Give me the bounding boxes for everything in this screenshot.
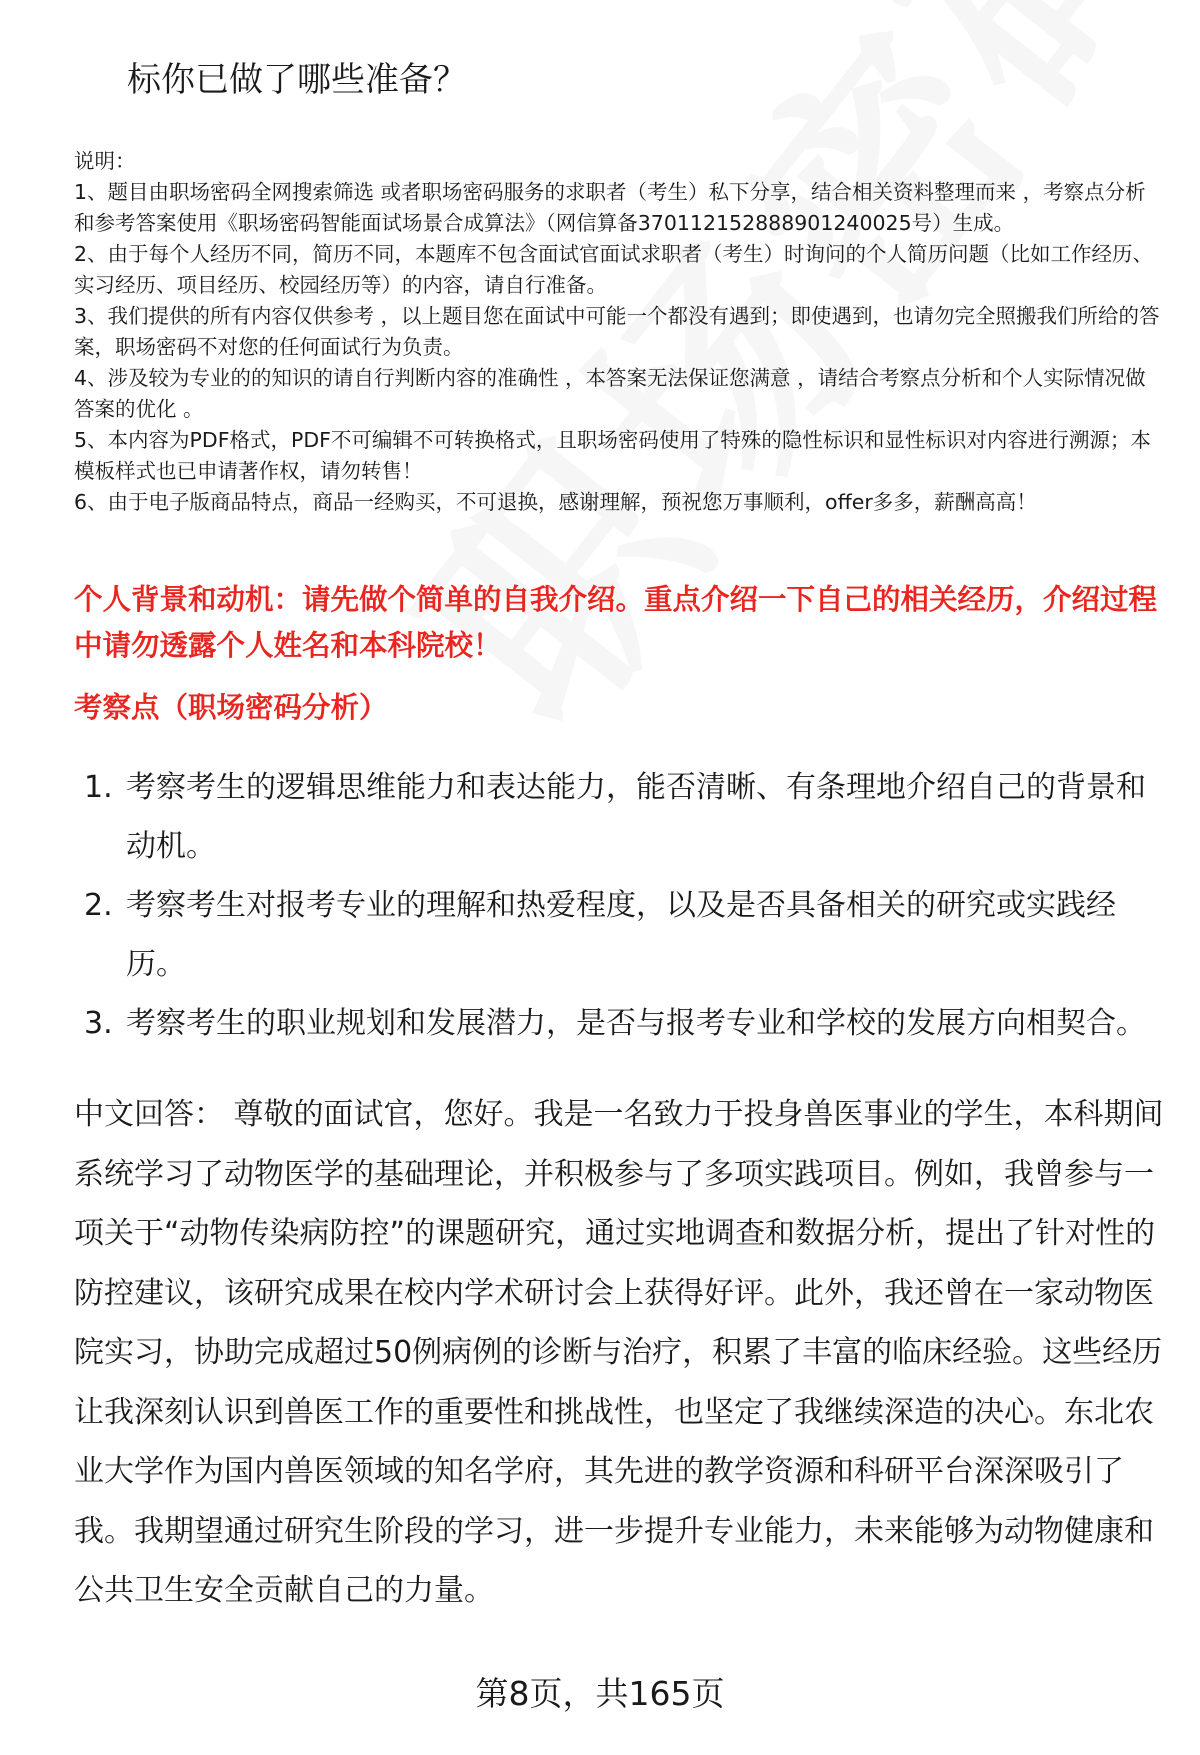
notes-section [74, 146, 1164, 518]
analysis-points-list [74, 758, 1164, 1053]
page-number: 第8页，共165页 [475, 1674, 725, 1713]
list-item-text: 考察考生对报考专业的理解和热爱程度，以及是否具备相关的研究或实践经历。 [126, 888, 1116, 982]
question-heading: 个人背景和动机：请先做个简单的自我介绍。重点介绍一下自己的相关经历，介绍过程中请勿透露个人姓名和本科院校！ [74, 583, 1158, 662]
list-item-number: 3. [84, 1006, 113, 1041]
list-item-text: 考察考生的逻辑思维能力和表达能力，能否清晰、有条理地介绍自己的背景和动机。 [126, 770, 1146, 864]
answer-paragraph: 中文回答： 尊敬的面试官，您好。我是一名致力于投身兽医事业的学生，本科期间系统学习了动物医学的基础理论，并积极参与了多项实践项目。例如，我曾参与一项关于“动物传染病防控”的课题研究，通过实地调查和数据分析，提出了针对性的防控建议，该研究成果在校内学术研讨会上获得好评。此外，我还曾在一家动物医院实习，协助完成超过50例病例的诊断与治疗，积累了丰富的临床经验。这些经历让我深刻认识到兽医工作的重要性和挑战性，也坚定了我继续深造的决心。东北农业大学作为国内兽医领域的知名学府，其先进的教学资源和科研平台深深吸引了我。我期望通过研究生阶段的学习，进一步提升专业能力，未来能够为动物健康和公共卫生安全贡献自己的力量。 [74, 1097, 1164, 1608]
analysis-heading: 考察点（职场密码分析） [74, 691, 388, 724]
question-title-fragment: 标你已做了哪些准备？ [127, 60, 467, 100]
notes-item: 2、由于每个人经历不同，简历不同，本题库不包含面试官面试求职者（考生）时询问的个人简历问题（比如工作经历、实习经历、项目经历、校园经历等）的内容，请自行准备。 [74, 242, 1154, 297]
list-item [74, 758, 1164, 876]
list-item [74, 994, 1164, 1053]
list-item-text: 考察考生的职业规划和发展潜力，是否与报考专业和学校的发展方向相契合。 [126, 1006, 1146, 1041]
list-item [74, 876, 1164, 994]
notes-label: 说明： [74, 149, 136, 173]
notes-item: 1、题目由职场密码全网搜索筛选 或者职场密码服务的求职者（考生）私下分享，结合相关资料整理而来 ，考察点分析和参考答案使用《职场密码智能面试场景合成算法》（网信算备370112152888901240025号）生成。 [74, 180, 1146, 235]
list-item-number: 1. [84, 770, 113, 805]
notes-item: 4、涉及较为专业的的知识的请自行判断内容的准确性 ，本答案无法保证您满意 ，请结合考察点分析和个人实际情况做答案的优化 。 [74, 366, 1146, 421]
list-item-number: 2. [84, 888, 113, 923]
notes-item: 3、我们提供的所有内容仅供参考 ，以上题目您在面试中可能一个都没有遇到；即使遇到，也请勿完全照搬我们所给的答案，职场密码不对您的任何面试行为负责。 [74, 304, 1160, 359]
notes-item: 5、本内容为PDF格式，PDF不可编辑不可转换格式，且职场密码使用了特殊的隐性标识和显性标识对内容进行溯源；本模板样式也已申请著作权，请勿转售！ [74, 428, 1151, 483]
notes-item: 6、由于电子版商品特点，商品一经购买，不可退换，感谢理解，预祝您万事顺利，offer多多，薪酬高高！ [74, 490, 1037, 514]
